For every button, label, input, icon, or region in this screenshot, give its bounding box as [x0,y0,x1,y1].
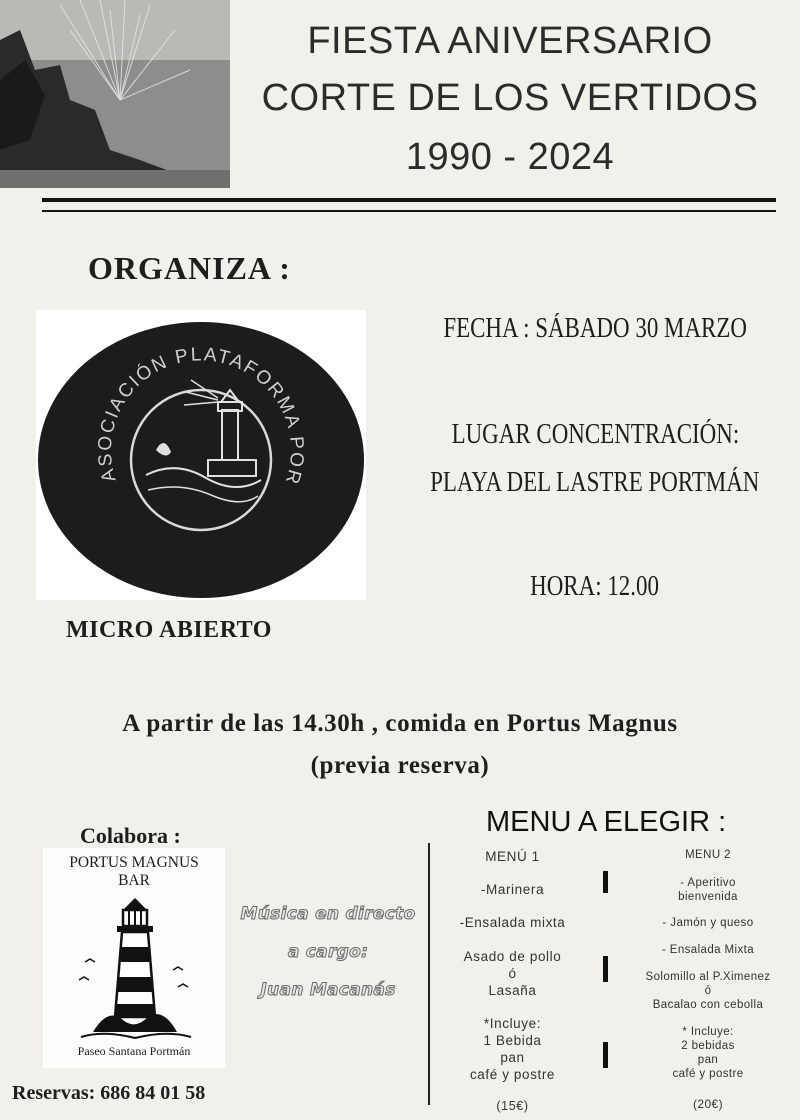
colabora-heading: Colabora : [80,823,181,848]
menu1-incluye: café y postre [469,1067,556,1082]
menu2-item: - Aperitivo [680,877,736,889]
event-lugar-label-text: LUGAR CONCENTRACIÓN: [451,419,739,450]
event-lugar [390,466,800,499]
menu1-item: -Ensalada mixta [459,915,566,930]
menu1-incluye: 1 Bebida [483,1033,542,1048]
event-lugar-text: PLAYA DEL LASTRE PORTMÁN [430,467,760,498]
menu2-item: Bacalao con cebolla [652,999,764,1011]
bar-name-2: BAR [118,872,150,889]
menu1-title: MENÚ 1 [485,849,540,864]
comida-line-1: A partir de las 14.30h , comida en Portus Magnus [122,710,678,737]
menu2-item: - Ensalada Mixta [661,944,755,956]
title-line-1: FIESTA ANIVERSARIO [307,20,713,62]
event-lugar-label [390,418,800,451]
music-line-1: Música en directo [240,904,416,924]
menu2-item: ó [704,985,712,997]
menu1-incluye: pan [500,1050,525,1065]
music-line-2: a cargo: [287,942,369,962]
menu2-item: bienvenida [678,891,738,903]
menu1-item: ó [508,966,517,981]
event-fecha [390,312,800,345]
menu-separator-mark [603,1042,608,1068]
association-logo [36,310,366,600]
menu1-price: (15€) [496,1099,529,1113]
menu-heading: MENU A ELEGIR : [486,806,727,838]
divider-thick [42,198,776,202]
menu-separator-mark [603,956,608,982]
menu1-incluye: *Incluye: [483,1016,542,1031]
micro-abierto: MICRO ABIERTO [66,617,272,643]
header-photo [0,0,230,188]
bar-name-1: PORTUS MAGNUS [69,854,199,871]
event-hora [390,570,800,603]
divider-thin [42,210,776,212]
menu1-item: -Marinera [480,882,545,897]
logo-ring-text: ASOCIACIÓN PLATAFORMA POR [94,344,308,488]
music-line-3: Juan Macanás [260,980,396,1000]
event-fecha-text: FECHA : SÁBADO 30 MARZO [443,313,747,344]
lighthouse-icon [73,892,197,1042]
menu2-price: (20€) [692,1097,723,1111]
title-line-2: CORTE DE LOS VERTIDOS [261,77,759,119]
bar-address: Paseo Santana Portmán [77,1044,191,1058]
title-line-3: 1990 - 2024 [405,136,615,178]
menu-separator-mark [603,871,608,893]
menu2-incluye: * Incluye: [682,1026,734,1038]
menu2-incluye: 2 bebidas [681,1040,735,1052]
comida-line-2: (previa reserva) [310,752,490,779]
event-hora-text: HORA: 12.00 [530,571,660,602]
organiza-heading: ORGANIZA : [88,250,291,286]
bar-logo [43,848,225,1068]
menu1-item: Asado de pollo [463,949,562,964]
menu2-title: MENU 2 [685,849,731,861]
menu2-item: Solomillo al P.Ximenez [645,971,771,983]
reservas-phone: Reservas: 686 84 01 58 [12,1082,206,1104]
menu2-item: - Jamón y queso [662,917,754,929]
menu2-incluye: pan [697,1054,719,1066]
menu2-incluye: café y postre [672,1068,744,1080]
menu1-item: Lasaña [488,983,537,998]
